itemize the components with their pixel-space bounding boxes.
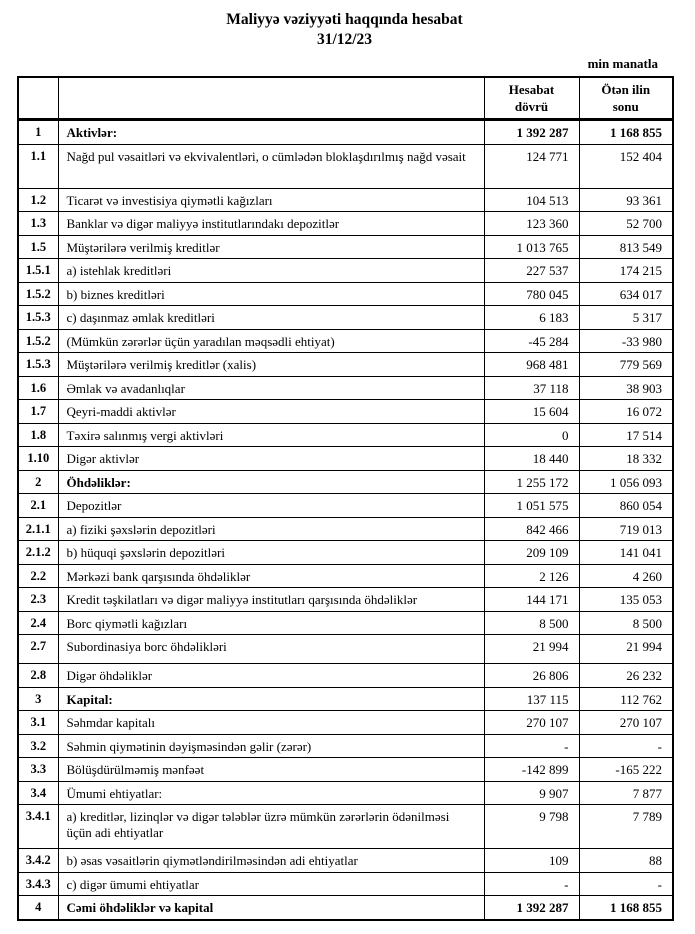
- row-description: Təxirə salınmış vergi aktivləri: [58, 423, 484, 447]
- table-row: [18, 517, 673, 541]
- row-current-value: 842 466: [484, 517, 579, 541]
- row-current-value: 1 255 172: [484, 470, 579, 494]
- table-row: [18, 635, 673, 664]
- table-row: [18, 781, 673, 805]
- row-current-value: 104 513: [484, 188, 579, 212]
- row-previous-value: 7 877: [579, 781, 673, 805]
- row-number: 2.1: [18, 494, 58, 518]
- table-row: [18, 259, 673, 283]
- row-previous-value: 174 215: [579, 259, 673, 283]
- row-current-value: 18 440: [484, 447, 579, 471]
- row-number: 1.5: [18, 235, 58, 259]
- row-current-value: 1 013 765: [484, 235, 579, 259]
- report-date: 31/12/23: [316, 31, 373, 48]
- row-current-value: 26 806: [484, 664, 579, 688]
- header-description-column: [58, 77, 484, 120]
- row-description: Depozitlər: [58, 494, 484, 518]
- table-row: [18, 282, 673, 306]
- row-number: 1.1: [18, 144, 58, 188]
- row-previous-value: 634 017: [579, 282, 673, 306]
- row-description: Müştərilərə verilmiş kreditlər: [58, 235, 484, 259]
- row-description: a) fiziki şəxslərin depozitləri: [58, 517, 484, 541]
- row-previous-value: -165 222: [579, 758, 673, 782]
- row-previous-value: 17 514: [579, 423, 673, 447]
- row-number: 2: [18, 470, 58, 494]
- row-previous-value: 18 332: [579, 447, 673, 471]
- row-current-value: 15 604: [484, 400, 579, 424]
- row-previous-value: 16 072: [579, 400, 673, 424]
- table-row: [18, 734, 673, 758]
- row-description: Nağd pul vəsaitləri və ekvivalentləri, o cümlədən bloklaşdırılmış nağd vəsait: [58, 144, 484, 188]
- row-current-value: 227 537: [484, 259, 579, 283]
- row-number: 2.1.1: [18, 517, 58, 541]
- table-row: [18, 306, 673, 330]
- row-description: b) əsas vəsaitlərin qiymətləndirilməsindən adi ehtiyatlar: [58, 849, 484, 873]
- row-number: 1.5.2: [18, 282, 58, 306]
- row-number: 3.3: [18, 758, 58, 782]
- table-row: [18, 188, 673, 212]
- row-current-value: 123 360: [484, 212, 579, 236]
- row-description: Digər öhdəliklər: [58, 664, 484, 688]
- report-title: Maliyyə vəziyyəti haqqında hesabat: [226, 11, 463, 28]
- row-number: 2.7: [18, 635, 58, 664]
- row-current-value: 6 183: [484, 306, 579, 330]
- row-description: a) kreditlər, lizinqlər və digər tələblər üzrə mümkün zərərlərin ödənilməsi üçün adi ehtiyatlar: [58, 805, 484, 849]
- row-previous-value: -: [579, 734, 673, 758]
- row-description: Digər aktivlər: [58, 447, 484, 471]
- row-description: c) daşınmaz əmlak kreditləri: [58, 306, 484, 330]
- row-previous-value: 7 789: [579, 805, 673, 849]
- table-row: [18, 447, 673, 471]
- row-current-value: 780 045: [484, 282, 579, 306]
- row-description: Mərkəzi bank qarşısında öhdəliklər: [58, 564, 484, 588]
- row-number: 1.8: [18, 423, 58, 447]
- row-description: Qeyri-maddi aktivlər: [58, 400, 484, 424]
- table-row: [18, 235, 673, 259]
- row-number: 3.2: [18, 734, 58, 758]
- row-number: 3.4.1: [18, 805, 58, 849]
- table-row: [18, 376, 673, 400]
- table-row: [18, 588, 673, 612]
- row-current-value: -142 899: [484, 758, 579, 782]
- row-number: 2.4: [18, 611, 58, 635]
- row-previous-value: 5 317: [579, 306, 673, 330]
- table-row: [18, 120, 673, 145]
- row-previous-value: 8 500: [579, 611, 673, 635]
- table-row: [18, 353, 673, 377]
- row-previous-value: -: [579, 872, 673, 896]
- header-current-period-column: Hesabat dövrü: [484, 77, 579, 120]
- row-description: Bölüşdürülməmiş mənfəət: [58, 758, 484, 782]
- row-previous-value: 860 054: [579, 494, 673, 518]
- row-previous-value: 4 260: [579, 564, 673, 588]
- row-previous-value: -33 980: [579, 329, 673, 353]
- row-description: (Mümkün zərərlər üçün yaradılan məqsədli ehtiyat): [58, 329, 484, 353]
- row-number: 2.8: [18, 664, 58, 688]
- table-row: [18, 805, 673, 849]
- row-previous-value: 88: [579, 849, 673, 873]
- table-row: [18, 541, 673, 565]
- row-current-value: 21 994: [484, 635, 579, 664]
- row-current-value: 968 481: [484, 353, 579, 377]
- row-current-value: -: [484, 734, 579, 758]
- row-number: 1.5.2: [18, 329, 58, 353]
- row-number: 3.4.2: [18, 849, 58, 873]
- row-current-value: -45 284: [484, 329, 579, 353]
- row-description: Öhdəliklər:: [58, 470, 484, 494]
- table-row: [18, 896, 673, 920]
- row-previous-value: 779 569: [579, 353, 673, 377]
- row-description: Banklar və digər maliyyə institutlarındakı depozitlər: [58, 212, 484, 236]
- row-current-value: 1 051 575: [484, 494, 579, 518]
- table-row: [18, 611, 673, 635]
- row-current-value: 137 115: [484, 687, 579, 711]
- row-previous-value: 1 168 855: [579, 896, 673, 920]
- row-previous-value: 152 404: [579, 144, 673, 188]
- row-current-value: 1 392 287: [484, 120, 579, 145]
- row-number: 3.4.3: [18, 872, 58, 896]
- header-row: [18, 77, 673, 120]
- table-row: [18, 564, 673, 588]
- row-current-value: 270 107: [484, 711, 579, 735]
- row-number: 3.1: [18, 711, 58, 735]
- row-previous-value: 26 232: [579, 664, 673, 688]
- row-number: 1.5.1: [18, 259, 58, 283]
- row-description: a) istehlak kreditləri: [58, 259, 484, 283]
- row-current-value: 9 907: [484, 781, 579, 805]
- row-number: 1.5.3: [18, 353, 58, 377]
- row-number: 2.1.2: [18, 541, 58, 565]
- table-row: [18, 849, 673, 873]
- row-description: b) hüquqi şəxslərin depozitləri: [58, 541, 484, 565]
- row-number: 2.2: [18, 564, 58, 588]
- table-body: [18, 120, 673, 920]
- table-row: [18, 711, 673, 735]
- row-description: Borc qiymətli kağızları: [58, 611, 484, 635]
- row-previous-value: 52 700: [579, 212, 673, 236]
- row-description: c) digər ümumi ehtiyatlar: [58, 872, 484, 896]
- row-previous-value: 1 056 093: [579, 470, 673, 494]
- row-current-value: 8 500: [484, 611, 579, 635]
- row-current-value: 209 109: [484, 541, 579, 565]
- row-current-value: 2 126: [484, 564, 579, 588]
- row-number: 1.6: [18, 376, 58, 400]
- row-description: Ümumi ehtiyatlar:: [58, 781, 484, 805]
- table-row: [18, 400, 673, 424]
- table-row: [18, 687, 673, 711]
- unit-note: min manatla: [587, 56, 658, 71]
- row-current-value: 0: [484, 423, 579, 447]
- row-previous-value: 38 903: [579, 376, 673, 400]
- row-previous-value: 719 013: [579, 517, 673, 541]
- row-description: Səhmin qiymətinin dəyişməsindən gəlir (zərər): [58, 734, 484, 758]
- row-previous-value: 141 041: [579, 541, 673, 565]
- row-previous-value: 135 053: [579, 588, 673, 612]
- row-number: 4: [18, 896, 58, 920]
- row-number: 2.3: [18, 588, 58, 612]
- table-header: [18, 77, 673, 120]
- header-number-column: [18, 77, 58, 120]
- row-description: Subordinasiya borc öhdəlikləri: [58, 635, 484, 664]
- header-previous-year-column: Ötən ilin sonu: [579, 77, 673, 120]
- row-number: 1.3: [18, 212, 58, 236]
- row-number: 1.7: [18, 400, 58, 424]
- row-number: 1.5.3: [18, 306, 58, 330]
- row-description: Əmlak və avadanlıqlar: [58, 376, 484, 400]
- row-current-value: 124 771: [484, 144, 579, 188]
- row-description: Aktivlər:: [58, 120, 484, 145]
- row-current-value: -: [484, 872, 579, 896]
- table-row: [18, 329, 673, 353]
- table-row: [18, 664, 673, 688]
- row-previous-value: 813 549: [579, 235, 673, 259]
- row-description: b) biznes kreditləri: [58, 282, 484, 306]
- table-row: [18, 144, 673, 188]
- row-previous-value: 270 107: [579, 711, 673, 735]
- table-row: [18, 470, 673, 494]
- table-row: [18, 494, 673, 518]
- row-description: Cəmi öhdəliklər və kapital: [58, 896, 484, 920]
- row-description: Ticarət və investisiya qiymətli kağızları: [58, 188, 484, 212]
- row-current-value: 144 171: [484, 588, 579, 612]
- table-row: [18, 872, 673, 896]
- row-previous-value: 1 168 855: [579, 120, 673, 145]
- row-current-value: 109: [484, 849, 579, 873]
- financial-position-table: [17, 76, 674, 921]
- row-number: 3.4: [18, 781, 58, 805]
- row-previous-value: 93 361: [579, 188, 673, 212]
- row-previous-value: 112 762: [579, 687, 673, 711]
- table-row: [18, 758, 673, 782]
- row-previous-value: 21 994: [579, 635, 673, 664]
- row-current-value: 9 798: [484, 805, 579, 849]
- table-row: [18, 423, 673, 447]
- row-description: Müştərilərə verilmiş kreditlər (xalis): [58, 353, 484, 377]
- row-number: 1: [18, 120, 58, 145]
- row-description: Kapital:: [58, 687, 484, 711]
- row-number: 3: [18, 687, 58, 711]
- row-current-value: 1 392 287: [484, 896, 579, 920]
- row-current-value: 37 118: [484, 376, 579, 400]
- row-description: Kredit təşkilatları və digər maliyyə institutları qarşısında öhdəliklər: [58, 588, 484, 612]
- row-description: Səhmdar kapitalı: [58, 711, 484, 735]
- row-number: 1.10: [18, 447, 58, 471]
- row-number: 1.2: [18, 188, 58, 212]
- table-row: [18, 212, 673, 236]
